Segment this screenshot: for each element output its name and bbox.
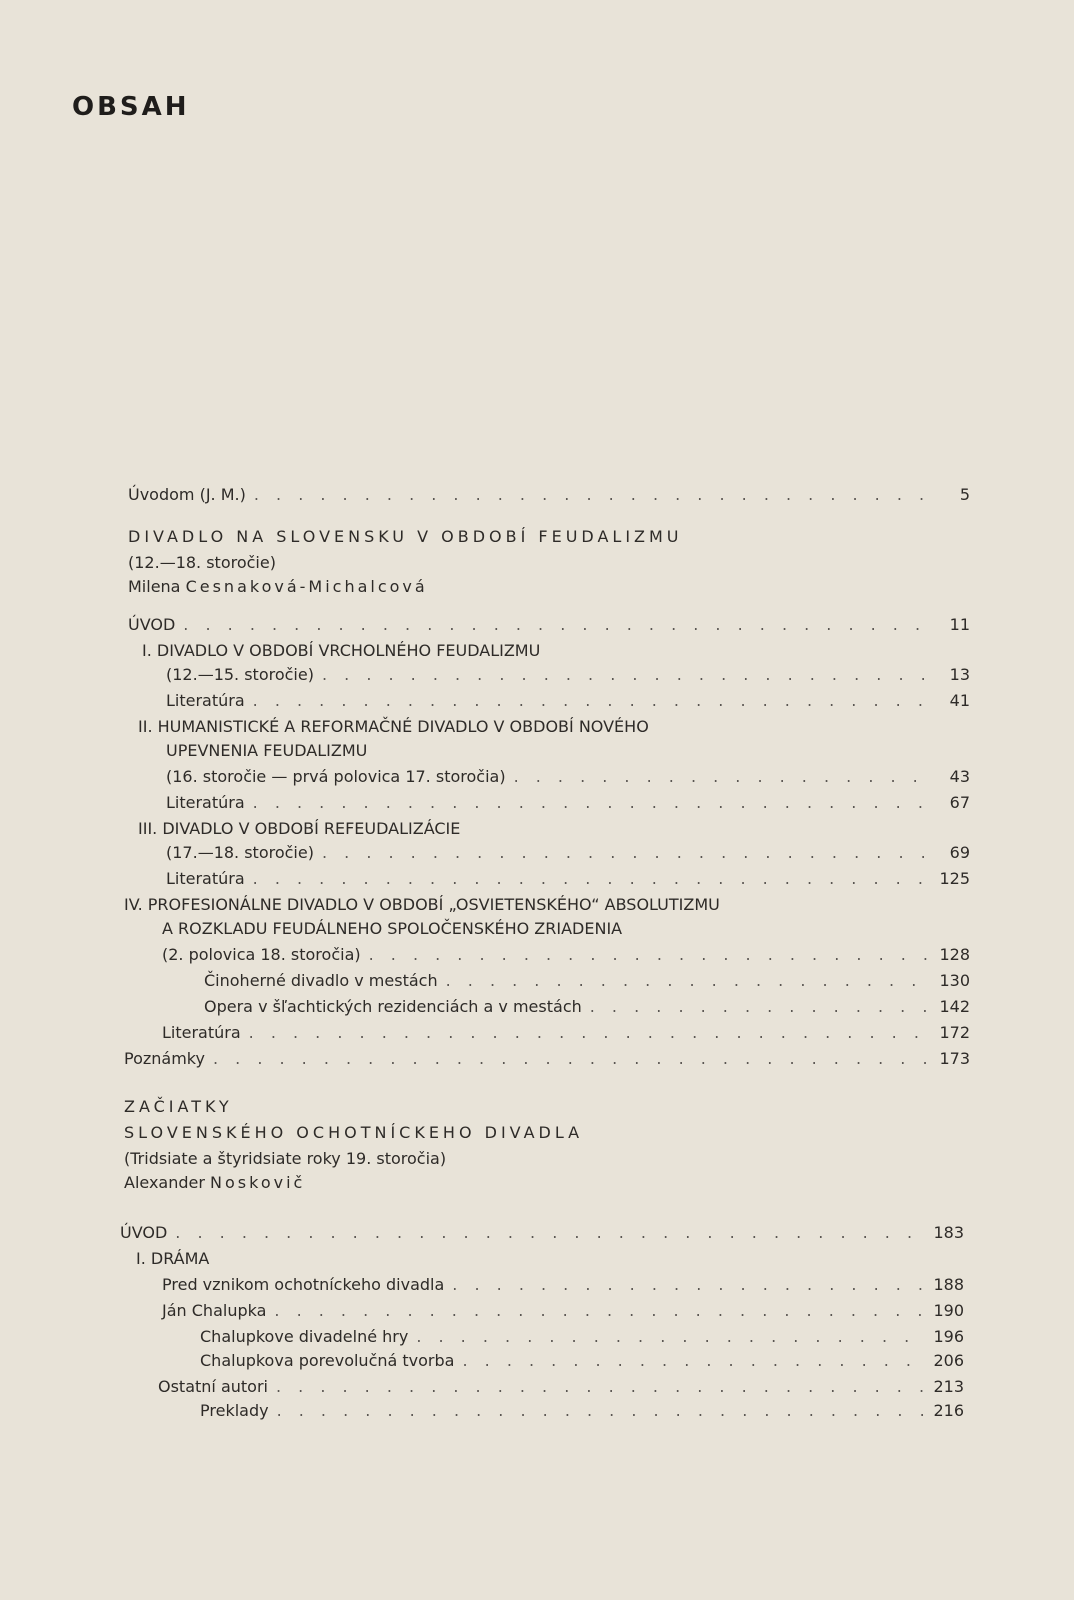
part2-author <box>124 1172 305 1194</box>
toc-entry-ch2-lit <box>166 792 970 814</box>
toc-label: (16. storočie — prvá polovica 17. storočia) <box>166 767 506 786</box>
toc-entry-ch4-sub2 <box>204 996 970 1018</box>
toc-entry-intro <box>128 484 970 506</box>
toc-label: ÚVOD <box>120 1223 168 1242</box>
toc-entry-p2-item <box>158 1376 964 1398</box>
toc-label: Opera v šľachtických rezidenciách a v mestách <box>204 997 582 1016</box>
leader-dots <box>277 1400 924 1422</box>
toc-page-number: 11 <box>949 615 970 634</box>
chapter-1-title: I. DIVADLO V OBDOBÍ VRCHOLNÉHO FEUDALIZMU <box>142 641 541 660</box>
toc-page-number: 142 <box>939 997 970 1016</box>
author-first-name: Milena <box>128 577 181 596</box>
leader-dots <box>274 1300 924 1322</box>
toc-label: Literatúra <box>166 793 245 812</box>
page-title: OBSAH <box>72 92 190 122</box>
leader-dots <box>452 1274 924 1296</box>
leader-dots <box>322 842 930 864</box>
leader-dots <box>183 614 930 636</box>
leader-dots <box>254 484 930 506</box>
toc-entry-p2-item <box>162 1300 964 1322</box>
part2-title-line1: ZAČIATKY <box>124 1097 233 1116</box>
leader-dots <box>249 1022 930 1044</box>
toc-entry-uvod-2 <box>120 1222 964 1244</box>
part2-period: (Tridsiate a štyridsiate roky 19. storočia) <box>124 1149 447 1168</box>
leader-dots <box>416 1326 924 1348</box>
toc-label: Činoherné divadlo v mestách <box>204 971 438 990</box>
toc-page-number: 5 <box>959 485 970 504</box>
toc-page-number: 183 <box>933 1223 964 1242</box>
part1-period: (12.—18. storočie) <box>128 553 276 572</box>
toc-entry-uvod-1 <box>128 614 970 636</box>
toc-label: Literatúra <box>166 691 245 710</box>
toc-label: Literatúra <box>162 1023 241 1042</box>
part2-title-line2: SLOVENSKÉHO OCHOTNÍCKEHO DIVADLA <box>124 1123 584 1142</box>
toc-label: Chalupkove divadelné hry <box>200 1327 409 1346</box>
toc-label: Poznámky <box>124 1049 205 1068</box>
toc-label: Preklady <box>200 1401 269 1420</box>
toc-entry-p2-item <box>200 1326 964 1348</box>
toc-entry-p2-item <box>162 1274 964 1296</box>
author-first-name: Alexander <box>124 1173 205 1192</box>
toc-label: Pred vznikom ochotníckeho divadla <box>162 1275 445 1294</box>
chapter-4-title-cont: A ROZKLADU FEUDÁLNEHO SPOLOČENSKÉHO ZRIADENIA <box>162 919 623 938</box>
toc-entry-notes <box>124 1048 970 1070</box>
part2-chapter-1-title: I. DRÁMA <box>136 1249 210 1268</box>
toc-label: ÚVOD <box>128 615 176 634</box>
toc-page-number: 67 <box>949 793 970 812</box>
toc-label: (12.—15. storočie) <box>166 665 314 684</box>
leader-dots <box>276 1376 924 1398</box>
toc-page-number: 128 <box>939 945 970 964</box>
leader-dots <box>322 664 930 686</box>
leader-dots <box>253 690 930 712</box>
toc-entry-ch4 <box>162 944 970 966</box>
toc-page-number: 173 <box>939 1049 970 1068</box>
toc-page-number: 13 <box>949 665 970 684</box>
toc-page-number: 188 <box>933 1275 964 1294</box>
toc-page-number: 43 <box>949 767 970 786</box>
toc-page-number: 206 <box>933 1351 964 1370</box>
toc-entry-p2-item <box>200 1400 964 1422</box>
toc-entry-ch1 <box>166 664 970 686</box>
chapter-2-title-cont: UPEVNENIA FEUDALIZMU <box>166 741 368 760</box>
toc-label: Literatúra <box>166 869 245 888</box>
author-last-name: Cesnaková-Michalcová <box>185 577 428 596</box>
chapter-4-title: IV. PROFESIONÁLNE DIVADLO V OBDOBÍ „OSVIETENSKÉHO“ ABSOLUTIZMU <box>124 895 720 914</box>
part1-title: DIVADLO NA SLOVENSKU V OBDOBÍ FEUDALIZMU <box>128 527 683 546</box>
toc-page-number: 216 <box>933 1401 964 1420</box>
leader-dots <box>213 1048 930 1070</box>
toc-page-number: 130 <box>939 971 970 990</box>
leader-dots <box>253 792 930 814</box>
toc-page-number: 196 <box>933 1327 964 1346</box>
toc-page-number: 125 <box>939 869 970 888</box>
toc-page-number: 213 <box>933 1377 964 1396</box>
toc-entry-ch2 <box>166 766 970 788</box>
leader-dots <box>462 1350 924 1372</box>
author-last-name: Noskovič <box>210 1173 306 1192</box>
toc-entry-ch3 <box>166 842 970 864</box>
toc-entry-ch4-lit <box>162 1022 970 1044</box>
toc-entry-ch3-lit <box>166 868 970 890</box>
part1-author <box>128 576 428 598</box>
chapter-3-title: III. DIVADLO V OBDOBÍ REFEUDALIZÁCIE <box>138 819 461 838</box>
toc-entry-ch1-lit <box>166 690 970 712</box>
toc-label: (2. polovica 18. storočia) <box>162 945 361 964</box>
leader-dots <box>175 1222 924 1244</box>
toc-entry-ch4-sub1 <box>204 970 970 992</box>
leader-dots <box>446 970 930 992</box>
toc-page-number: 41 <box>949 691 970 710</box>
toc-page-number: 172 <box>939 1023 970 1042</box>
toc-label: Chalupkova porevolučná tvorba <box>200 1351 455 1370</box>
toc-label: Ján Chalupka <box>162 1301 267 1320</box>
leader-dots <box>253 868 930 890</box>
toc-page-number: 190 <box>933 1301 964 1320</box>
toc-label: Úvodom (J. M.) <box>128 485 246 504</box>
leader-dots <box>590 996 930 1018</box>
toc-label: (17.—18. storočie) <box>166 843 314 862</box>
leader-dots <box>514 766 930 788</box>
leader-dots <box>369 944 930 966</box>
chapter-2-title: II. HUMANISTICKÉ A REFORMAČNÉ DIVADLO V OBDOBÍ NOVÉHO <box>138 717 649 736</box>
toc-entry-p2-item <box>200 1350 964 1372</box>
toc-label: Ostatní autori <box>158 1377 268 1396</box>
toc-page-number: 69 <box>949 843 970 862</box>
